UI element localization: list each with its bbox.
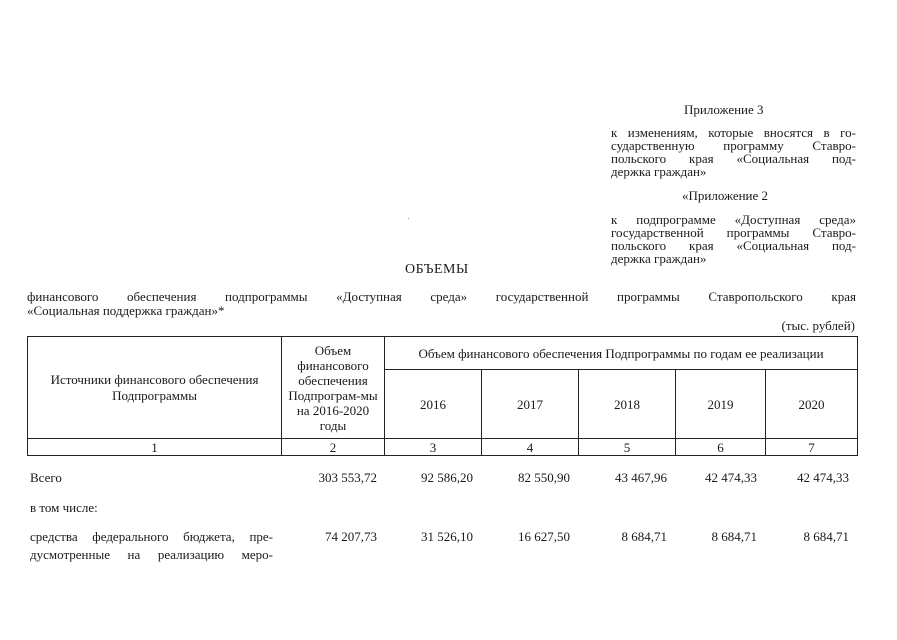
- row-federal-value: 8 684,71: [711, 529, 757, 544]
- header-years-group: Объем финансового обеспечения Подпрограммы по годам ее реализации: [385, 337, 858, 370]
- appendix2-text: [611, 213, 856, 265]
- row-federal-label-line: дусмотренные на реализацию меро-: [30, 547, 273, 562]
- row-federal-value: 31 526,10: [421, 529, 473, 544]
- units-label: (тыс. рублей): [781, 318, 855, 333]
- financing-table: [27, 336, 858, 456]
- appendix2-line: держка граждан»: [611, 251, 707, 266]
- row-total-value: 42 474,33: [705, 470, 757, 485]
- row-federal-value: 74 207,73: [325, 529, 377, 544]
- column-number: 6: [676, 439, 766, 456]
- appendix3-line: польского края «Социальная под-: [611, 151, 856, 166]
- column-number: 5: [579, 439, 676, 456]
- row-total-label: Всего: [30, 470, 62, 485]
- row-total-value: 303 553,72: [318, 470, 377, 485]
- appendix3-line: сударственную программу Ставро-: [611, 138, 856, 153]
- header-year: 2017: [482, 370, 579, 439]
- header-year: 2016: [385, 370, 482, 439]
- header-total: Объем финансового обеспечения Подпрограм-мы на 2016-2020 годы: [282, 337, 385, 439]
- appendix3-line: к изменениям, которые вносятся в го-: [611, 125, 856, 140]
- column-number: 4: [482, 439, 579, 456]
- appendix3-line: держка граждан»: [611, 164, 707, 179]
- column-number: 7: [766, 439, 858, 456]
- row-including-label: в том числе:: [30, 500, 98, 515]
- header-year: 2020: [766, 370, 858, 439]
- row-total-value: 43 467,96: [615, 470, 667, 485]
- appendix2-line: к подпрограмме «Доступная среда»: [611, 212, 856, 227]
- document-subtitle: [27, 290, 856, 318]
- appendix3-title: Приложение 3: [684, 102, 764, 117]
- row-total-value: 92 586,20: [421, 470, 473, 485]
- document-title: ОБЪЕМЫ: [405, 262, 469, 277]
- row-federal-value: 16 627,50: [518, 529, 570, 544]
- column-number: 1: [28, 439, 282, 456]
- appendix2-line: польского края «Социальная под-: [611, 238, 856, 253]
- row-federal-label: [30, 528, 273, 564]
- header-year: 2018: [579, 370, 676, 439]
- row-federal-label-line: средства федерального бюджета, пре-: [30, 529, 273, 544]
- header-source: Источники финансового обеспечения Подпрограммы: [28, 337, 282, 439]
- appendix2-title: «Приложение 2: [682, 188, 769, 203]
- appendix2-line: государственной программы Ставро-: [611, 225, 856, 240]
- subtitle-line-1: финансового обеспечения подпрограммы «Доступная среда» государственной программы Ставропольского края: [27, 289, 856, 304]
- row-total-value: 82 550,90: [518, 470, 570, 485]
- header-year: 2019: [676, 370, 766, 439]
- appendix3-text: [611, 126, 856, 178]
- column-number: 3: [385, 439, 482, 456]
- row-federal-value: 8 684,71: [621, 529, 667, 544]
- scan-speck: [408, 218, 409, 219]
- row-total-value: 42 474,33: [797, 470, 849, 485]
- row-federal-value: 8 684,71: [803, 529, 849, 544]
- subtitle-line-2: «Социальная поддержка граждан»*: [27, 303, 225, 318]
- column-number: 2: [282, 439, 385, 456]
